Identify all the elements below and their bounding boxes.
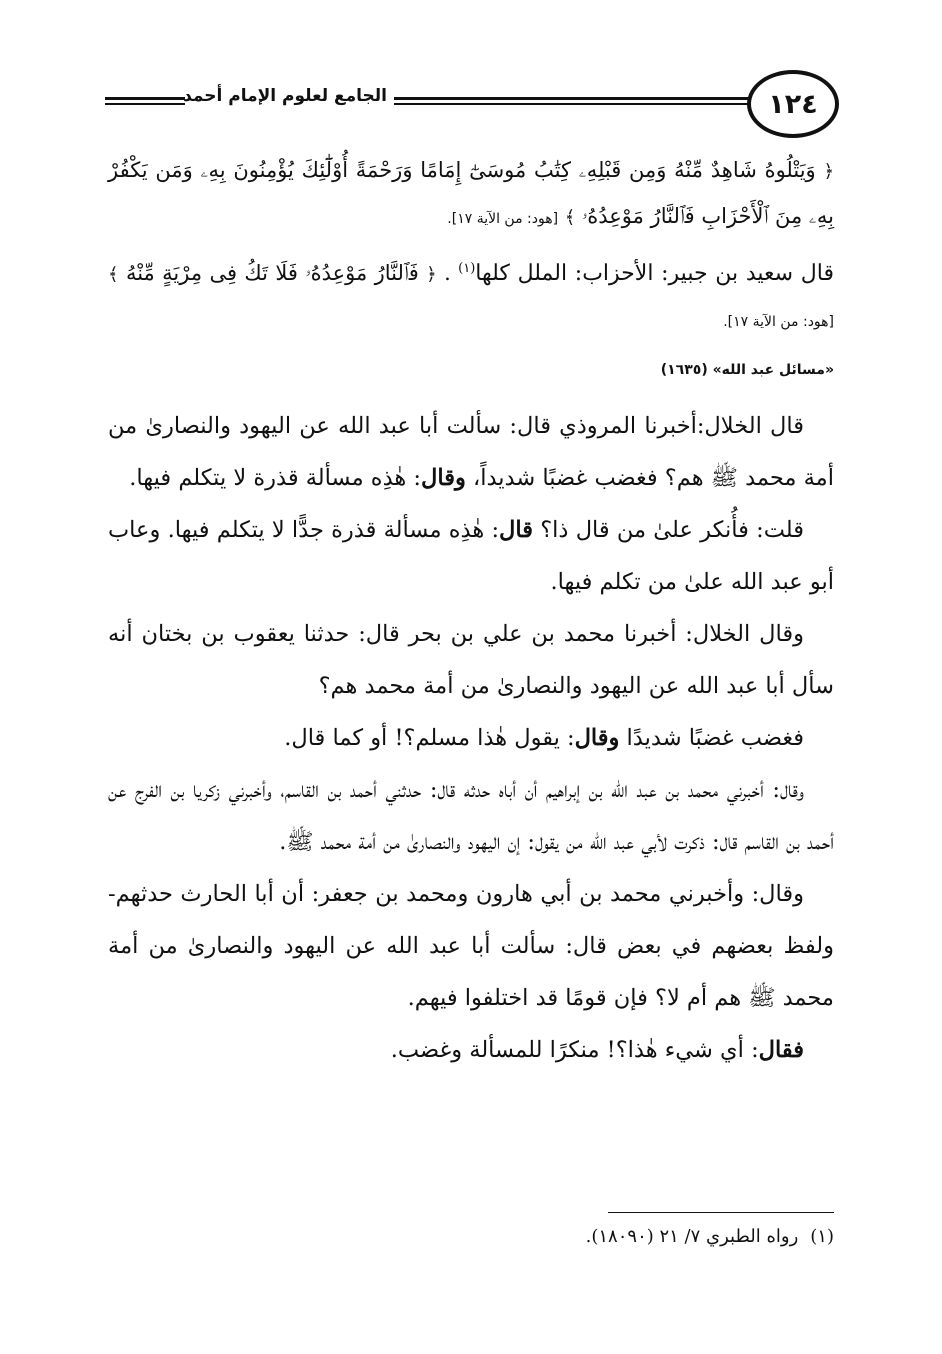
verse-text-2: فَٱلنَّارُ مَوْعِدُهُۥ فَلَا تَكُ فِى مِرْيَةٍ مِّنْهُ (125, 261, 419, 285)
paragraph-1-bold: وقال (420, 465, 466, 491)
header-rule-right (394, 97, 749, 105)
paragraph-7-bold: فقال (758, 1037, 804, 1063)
tafsir-paragraph (108, 247, 834, 344)
page-header (105, 60, 835, 140)
paragraph-7 (108, 1024, 834, 1076)
footnote-reference: (١) (458, 261, 476, 276)
paragraph-1 (108, 400, 834, 504)
paragraph-2-bold: قال (499, 517, 533, 543)
paragraph-2-text-a: قلت: فأُنكر علىٰ من قال ذا؟ (533, 517, 804, 543)
paragraph-1-text-c: : هٰذِه مسألة قذرة لا يتكلم فيها. (129, 465, 421, 491)
paragraph-6: وقال: وأخبرني محمد بن أبي هارون ومحمد بن جعفر: أن أبا الحارث حدثهم- ولفظ بعضهم في بعض قال: سألت أبا عبد الله عن اليهود والنصارىٰ من أمة محمد ﷺ هم أم لا؟ فإن قومًا قد اختلفوا فيهم. (108, 881, 834, 1011)
paragraph-7-text-c: : أي شيء هٰذا؟! منكرًا للمسألة وغضب. (390, 1037, 759, 1063)
paragraph-4-text-a: فغضب غضبًا شديدًا (619, 725, 804, 751)
page-number-badge (747, 70, 839, 138)
verse-text: وَيَتْلُوهُ شَاهِدٌ مِّنْهُ وَمِن قَبْلِهِۦ كِتَٰبُ مُوسَىٰٓ إِمَامًا وَرَحْمَةً أُوْلَٰٓئِكَ يُؤْمِنُونَ بِهِۦ وَمَن يَكْفُرْ بِهِۦ مِنَ ٱلْأَحْزَابِ فَٱلنَّارُ مَوْعِدُهُۥ (108, 158, 834, 228)
paragraph-5: وقال: أخبرني محمد بن عبد الله بن إبراهيم أن أباه حدثه قال: حدثني أحمد بن القاسم، وأخبرني زكريا بن الفرج عن أحمد بن القاسم قال: ذكرت لأبي عبد الله من يقول: إن اليهود والنصارىٰ من أمة محمد ﷺ. (108, 777, 834, 855)
footnote-mark: (١) (810, 1226, 834, 1247)
verse-open-bracket-2: ﴿ (426, 264, 437, 285)
section-label: «مسائل عبد الله» (١٦٣٥) (660, 362, 834, 378)
verse-close-bracket-2: ﴾ (108, 264, 119, 285)
verse-reference-2: [هود: من الآية ١٧]. (723, 314, 834, 330)
paragraph-4-text-c: : يقول هٰذا مسلم؟! أو كما قال. (284, 725, 575, 751)
tafsir-text: قال سعيد بن جبير: الأحزاب: الملل كلها (475, 261, 834, 286)
page-body (108, 148, 834, 1076)
paragraph-2 (108, 504, 834, 608)
paragraph-2-text-c: : هٰذِه مسألة قذرة جدًّا لا يتكلم فيها. وعاب أبو عبد الله علىٰ من تكلم فيها. (108, 517, 834, 595)
tafsir-separator: . (436, 261, 459, 285)
verse-close-bracket: ﴾ (564, 207, 576, 228)
footnote (108, 1226, 834, 1247)
footnote-separator (608, 1212, 834, 1213)
running-title: الجامع لعلوم الإمام أحمد (183, 86, 387, 106)
header-rule-left (105, 97, 185, 105)
paragraph-3: وقال الخلال: أخبرنا محمد بن علي بن بحر قال: حدثنا يعقوب بن بختان أنه سأل أبا عبد الله عن اليهود والنصارىٰ من أمة محمد هم؟ (108, 621, 834, 699)
verse-open-bracket: ﴿ (823, 161, 834, 182)
paragraph-4-bold: وقال (574, 725, 620, 751)
page-number: ١٢٤ (768, 88, 818, 120)
quran-verse (108, 148, 834, 241)
footnote-text: رواه الطبري ٧/ ٢١ (١٨٠٩٠). (585, 1226, 799, 1247)
verse-reference: [هود: من الآية ١٧]. (447, 211, 559, 227)
paragraph-1-text-a: قال الخلال:أخبرنا المروذي قال: سألت أبا عبد الله عن اليهود والنصارىٰ من أمة محمد ﷺ هم؟ فغضب غضبًا شديداً، (108, 413, 834, 491)
paragraph-4 (108, 712, 834, 764)
